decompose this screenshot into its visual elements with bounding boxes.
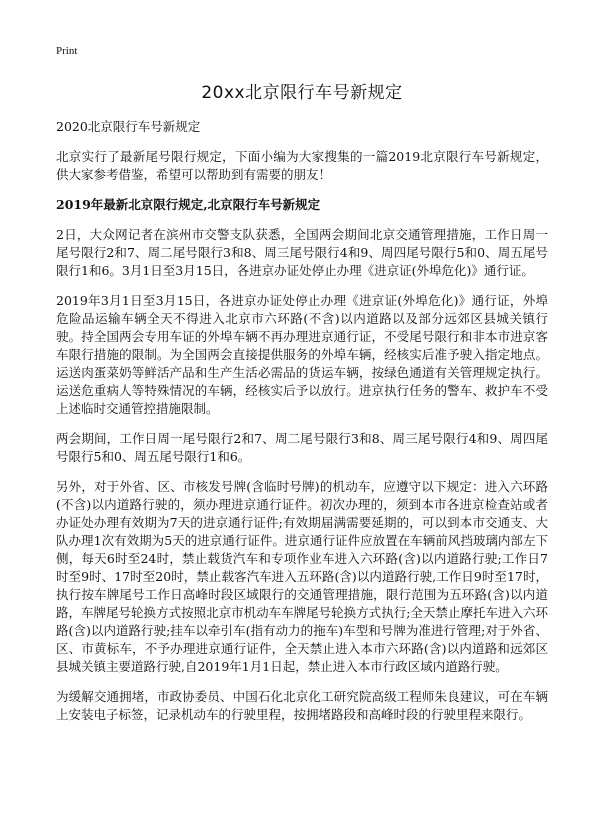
print-label: Print (56, 45, 78, 57)
body-paragraph-1: 2日，大众网记者在滨州市交警支队获悉，全国两会期间北京交通管理措施，工作日周一尾号限行2和7、周二尾号限行3和8、周三尾号限行4和9、周四尾号限行5和0、周五尾号限行1和6。3月1日至3月15日，各进京办证处停止办理《进京证(外埠危化)》通行证。 (56, 227, 548, 278)
body-paragraph-2: 2019年3月1日至3月15日，各进京办证处停止办理《进京证(外埠危化)》通行证，外埠危险品运输车辆全天不得进入北京市六环路(不含)以内道路以及部分远郊区县城关镇行驶。持全国两会专用车证的外埠车辆不再办理进京通行证，不受尾号限行和非本市进京客车限行措施的限制。为全国两会直接提供服务的外埠车辆，经核实后准予驶入指定地点。运送肉蛋菜奶等鲜活产品和生产生活必需品的货运车辆，按绿色通道有关管理规定执行。运送危重病人等特殊情况的车辆，经核实后予以放行。进京执行任务的警车、救护车不受上述临时交通管控措施限制。 (56, 293, 548, 416)
body-paragraph-3: 两会期间，工作日周一尾号限行2和7、周二尾号限行3和8、周三尾号限行4和9、周四尾号限行5和0、周五尾号限行1和6。 (56, 431, 548, 464)
body-paragraph-5: 为缓解交通拥堵，市政协委员、中国石化北京化工研究院高级工程师朱良建议，可在车辆上安装电子标签，记录机动车的行驶里程，按拥堵路段和高峰时段的行驶里程来限行。 (56, 689, 548, 722)
document-subtitle: 2020北京限行车号新规定 (56, 119, 201, 134)
section-heading: 2019年最新北京限行规定,北京限行车号新规定 (56, 197, 321, 212)
intro-paragraph: 北京实行了最新尾号限行规定，下面小编为大家搜集的一篇2019北京限行车号新规定，供大家参考借鉴，希望可以帮助到有需要的朋友！ (56, 149, 548, 182)
document-title: 20xx北京限行车号新规定 (201, 83, 403, 103)
body-paragraph-4: 另外，对于外省、区、市核发号牌(含临时号牌)的机动车，应遵守以下规定：进入六环路(不含)以内道路行驶的，须办理进京通行证件。初次办理的，须到本市各进京检查站或者办证处办理有效期为7天的进京通行证件;有效期届满需要延期的，可以到本市交通支、大队办理1次有效期为5天的进京通行证件。进京通行证件应放置在车辆前风挡玻璃内部左下侧，每天6时至24时，禁止载货汽车和专项作业车进入六环路(含)以内道路行驶;工作日7时至9时、17时至20时，禁止载客汽车进入五环路(含)以内道路行驶,工作日9时至17时，执行按车牌尾号工作日高峰时段区域限行的交通管理措施，限行范围为五环路(含)以内道路，车牌尾号轮换方式按照北京市机动车车牌尾号轮换方式执行;全天禁止摩托车进入六环路(含)以内道路行驶;挂车以牵引车(指有动力的拖车)车型和号牌为准进行管理;对于外省、区、市黄标车，不予办理进京通行证件，全天禁止进入本市六环路(含)以内道路和远郊区县城关镇主要道路行驶,自2019年1月1日起，禁止进入本市行政区域内道路行驶。 (56, 479, 548, 674)
